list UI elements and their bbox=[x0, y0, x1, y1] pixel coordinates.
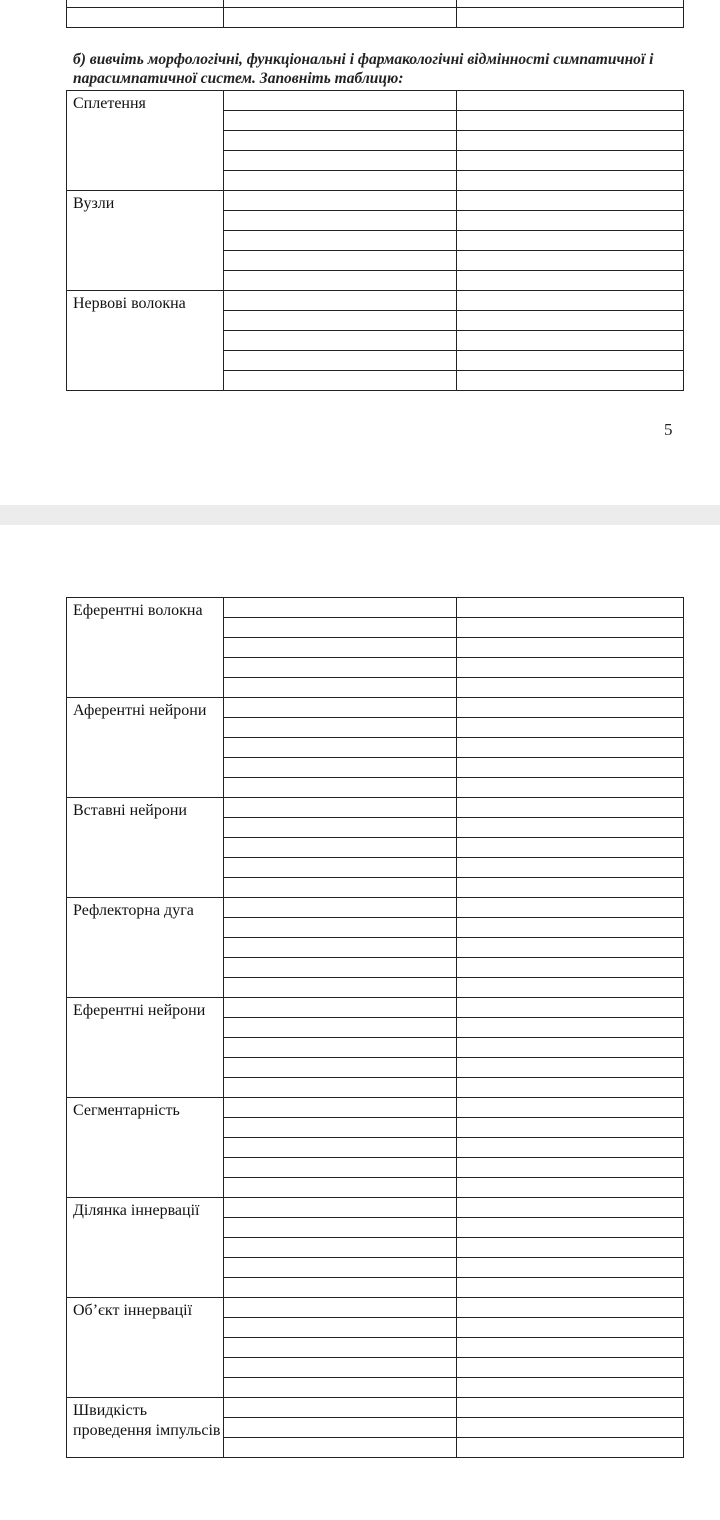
row-label: Сегментарність bbox=[67, 1098, 224, 1198]
row-label: Вставні нейрони bbox=[67, 798, 224, 898]
sympathetic-cell[interactable] bbox=[224, 131, 457, 151]
parasympathetic-cell[interactable] bbox=[457, 1078, 684, 1098]
sympathetic-cell[interactable] bbox=[224, 1098, 457, 1118]
sympathetic-cell[interactable] bbox=[224, 938, 457, 958]
sympathetic-cell[interactable] bbox=[224, 838, 457, 858]
parasympathetic-cell[interactable] bbox=[457, 778, 684, 798]
sympathetic-cell[interactable] bbox=[224, 1298, 457, 1318]
sympathetic-cell[interactable] bbox=[224, 1078, 457, 1098]
parasympathetic-cell[interactable] bbox=[457, 918, 684, 938]
table-row bbox=[67, 598, 684, 618]
parasympathetic-cell[interactable] bbox=[457, 251, 684, 271]
parasympathetic-cell[interactable] bbox=[457, 1098, 684, 1118]
parasympathetic-cell[interactable] bbox=[457, 1418, 684, 1438]
table-cell[interactable] bbox=[224, 8, 457, 28]
sympathetic-cell[interactable] bbox=[224, 878, 457, 898]
table-row bbox=[67, 998, 684, 1018]
row-label: Рефлекторна дуга bbox=[67, 898, 224, 998]
comparison-table-part-1 bbox=[66, 90, 684, 391]
table-row bbox=[67, 798, 684, 818]
parasympathetic-cell[interactable] bbox=[457, 131, 684, 151]
sympathetic-cell[interactable] bbox=[224, 1138, 457, 1158]
row-label: Ділянка іннервації bbox=[67, 1198, 224, 1298]
sympathetic-cell[interactable] bbox=[224, 1018, 457, 1038]
sympathetic-cell[interactable] bbox=[224, 231, 457, 251]
parasympathetic-cell[interactable] bbox=[457, 858, 684, 878]
sympathetic-cell[interactable] bbox=[224, 91, 457, 111]
parasympathetic-cell[interactable] bbox=[457, 1218, 684, 1238]
sympathetic-cell[interactable] bbox=[224, 858, 457, 878]
sympathetic-cell[interactable] bbox=[224, 331, 457, 351]
sympathetic-cell[interactable] bbox=[224, 1418, 457, 1438]
row-label: Нервові волокна bbox=[67, 291, 224, 391]
sympathetic-cell[interactable] bbox=[224, 111, 457, 131]
sympathetic-cell[interactable] bbox=[224, 1258, 457, 1278]
parasympathetic-cell[interactable] bbox=[457, 231, 684, 251]
previous-table-fragment bbox=[66, 0, 684, 28]
sympathetic-cell[interactable] bbox=[224, 698, 457, 718]
task-instruction: б) вивчіть морфологічні, функціональні і фармакологічні відмінності симпатичної і парасимпатичної систем. Заповніть таблицю: bbox=[73, 51, 654, 87]
table-row bbox=[67, 1198, 684, 1218]
parasympathetic-cell[interactable] bbox=[457, 191, 684, 211]
sympathetic-cell[interactable] bbox=[224, 1238, 457, 1258]
sympathetic-cell[interactable] bbox=[224, 958, 457, 978]
sympathetic-cell[interactable] bbox=[224, 1158, 457, 1178]
sympathetic-cell[interactable] bbox=[224, 1398, 457, 1418]
parasympathetic-cell[interactable] bbox=[457, 1118, 684, 1138]
sympathetic-cell[interactable] bbox=[224, 798, 457, 818]
parasympathetic-cell[interactable] bbox=[457, 798, 684, 818]
parasympathetic-cell[interactable] bbox=[457, 1438, 684, 1458]
parasympathetic-cell[interactable] bbox=[457, 331, 684, 351]
parasympathetic-cell[interactable] bbox=[457, 311, 684, 331]
row-label: Об’єкт іннервації bbox=[67, 1298, 224, 1398]
parasympathetic-cell[interactable] bbox=[457, 271, 684, 291]
parasympathetic-cell[interactable] bbox=[457, 618, 684, 638]
parasympathetic-cell[interactable] bbox=[457, 1038, 684, 1058]
parasympathetic-cell[interactable] bbox=[457, 1258, 684, 1278]
sympathetic-cell[interactable] bbox=[224, 1338, 457, 1358]
sympathetic-cell[interactable] bbox=[224, 818, 457, 838]
table-row bbox=[67, 1098, 684, 1118]
parasympathetic-cell[interactable] bbox=[457, 211, 684, 231]
parasympathetic-cell[interactable] bbox=[457, 938, 684, 958]
sympathetic-cell[interactable] bbox=[224, 371, 457, 391]
sympathetic-cell[interactable] bbox=[224, 778, 457, 798]
table-cell[interactable] bbox=[67, 0, 224, 8]
parasympathetic-cell[interactable] bbox=[457, 1318, 684, 1338]
table-row bbox=[67, 191, 684, 211]
row-label: Еферентні волокна bbox=[67, 598, 224, 698]
parasympathetic-cell[interactable] bbox=[457, 898, 684, 918]
sympathetic-cell[interactable] bbox=[224, 1118, 457, 1138]
parasympathetic-cell[interactable] bbox=[457, 598, 684, 618]
sympathetic-cell[interactable] bbox=[224, 151, 457, 171]
sympathetic-cell[interactable] bbox=[224, 1438, 457, 1458]
parasympathetic-cell[interactable] bbox=[457, 698, 684, 718]
parasympathetic-cell[interactable] bbox=[457, 658, 684, 678]
sympathetic-cell[interactable] bbox=[224, 638, 457, 658]
row-label: Аферентні нейрони bbox=[67, 698, 224, 798]
parasympathetic-cell[interactable] bbox=[457, 678, 684, 698]
sympathetic-cell[interactable] bbox=[224, 271, 457, 291]
parasympathetic-cell[interactable] bbox=[457, 1398, 684, 1418]
table-row bbox=[67, 91, 684, 111]
sympathetic-cell[interactable] bbox=[224, 678, 457, 698]
parasympathetic-cell[interactable] bbox=[457, 351, 684, 371]
parasympathetic-cell[interactable] bbox=[457, 838, 684, 858]
parasympathetic-cell[interactable] bbox=[457, 1358, 684, 1378]
sympathetic-cell[interactable] bbox=[224, 1198, 457, 1218]
table-row bbox=[67, 1298, 684, 1318]
parasympathetic-cell[interactable] bbox=[457, 638, 684, 658]
row-label: Швидкість проведення імпульсів bbox=[67, 1398, 224, 1458]
sympathetic-cell[interactable] bbox=[224, 251, 457, 271]
table-row bbox=[67, 291, 684, 311]
table-cell[interactable] bbox=[224, 0, 457, 8]
table-row bbox=[67, 698, 684, 718]
row-label: Сплетення bbox=[67, 91, 224, 191]
parasympathetic-cell[interactable] bbox=[457, 1238, 684, 1258]
sympathetic-cell[interactable] bbox=[224, 738, 457, 758]
sympathetic-cell[interactable] bbox=[224, 1058, 457, 1078]
document-page-2 bbox=[0, 525, 720, 1520]
parasympathetic-cell[interactable] bbox=[457, 1158, 684, 1178]
parasympathetic-cell[interactable] bbox=[457, 291, 684, 311]
parasympathetic-cell[interactable] bbox=[457, 91, 684, 111]
sympathetic-cell[interactable] bbox=[224, 211, 457, 231]
page-gap bbox=[0, 505, 720, 525]
sympathetic-cell[interactable] bbox=[224, 1278, 457, 1298]
parasympathetic-cell[interactable] bbox=[457, 1378, 684, 1398]
sympathetic-cell[interactable] bbox=[224, 351, 457, 371]
sympathetic-cell[interactable] bbox=[224, 1358, 457, 1378]
row-label: Еферентні нейрони bbox=[67, 998, 224, 1098]
sympathetic-cell[interactable] bbox=[224, 618, 457, 638]
sympathetic-cell[interactable] bbox=[224, 718, 457, 738]
row-label: Вузли bbox=[67, 191, 224, 291]
sympathetic-cell[interactable] bbox=[224, 1038, 457, 1058]
table-cell[interactable] bbox=[457, 0, 684, 8]
parasympathetic-cell[interactable] bbox=[457, 1178, 684, 1198]
parasympathetic-cell[interactable] bbox=[457, 171, 684, 191]
sympathetic-cell[interactable] bbox=[224, 171, 457, 191]
sympathetic-cell[interactable] bbox=[224, 598, 457, 618]
sympathetic-cell[interactable] bbox=[224, 1318, 457, 1338]
sympathetic-cell[interactable] bbox=[224, 1178, 457, 1198]
parasympathetic-cell[interactable] bbox=[457, 1298, 684, 1318]
table-row bbox=[67, 1398, 684, 1418]
parasympathetic-cell[interactable] bbox=[457, 1278, 684, 1298]
parasympathetic-cell[interactable] bbox=[457, 878, 684, 898]
parasympathetic-cell[interactable] bbox=[457, 978, 684, 998]
sympathetic-cell[interactable] bbox=[224, 658, 457, 678]
sympathetic-cell[interactable] bbox=[224, 758, 457, 778]
parasympathetic-cell[interactable] bbox=[457, 738, 684, 758]
sympathetic-cell[interactable] bbox=[224, 978, 457, 998]
parasympathetic-cell[interactable] bbox=[457, 1058, 684, 1078]
parasympathetic-cell[interactable] bbox=[457, 111, 684, 131]
sympathetic-cell[interactable] bbox=[224, 1378, 457, 1398]
parasympathetic-cell[interactable] bbox=[457, 371, 684, 391]
sympathetic-cell[interactable] bbox=[224, 291, 457, 311]
table-cell[interactable] bbox=[67, 8, 224, 28]
parasympathetic-cell[interactable] bbox=[457, 1018, 684, 1038]
sympathetic-cell[interactable] bbox=[224, 898, 457, 918]
sympathetic-cell[interactable] bbox=[224, 998, 457, 1018]
parasympathetic-cell[interactable] bbox=[457, 1338, 684, 1358]
page-number: 5 bbox=[664, 420, 673, 439]
sympathetic-cell[interactable] bbox=[224, 1218, 457, 1238]
sympathetic-cell[interactable] bbox=[224, 918, 457, 938]
parasympathetic-cell[interactable] bbox=[457, 1138, 684, 1158]
sympathetic-cell[interactable] bbox=[224, 191, 457, 211]
parasympathetic-cell[interactable] bbox=[457, 958, 684, 978]
parasympathetic-cell[interactable] bbox=[457, 998, 684, 1018]
parasympathetic-cell[interactable] bbox=[457, 818, 684, 838]
parasympathetic-cell[interactable] bbox=[457, 1198, 684, 1218]
table-row bbox=[67, 898, 684, 918]
parasympathetic-cell[interactable] bbox=[457, 151, 684, 171]
table-cell[interactable] bbox=[457, 8, 684, 28]
document-page-1 bbox=[0, 0, 720, 505]
parasympathetic-cell[interactable] bbox=[457, 758, 684, 778]
parasympathetic-cell[interactable] bbox=[457, 718, 684, 738]
sympathetic-cell[interactable] bbox=[224, 311, 457, 331]
comparison-table-part-2 bbox=[66, 597, 684, 1458]
